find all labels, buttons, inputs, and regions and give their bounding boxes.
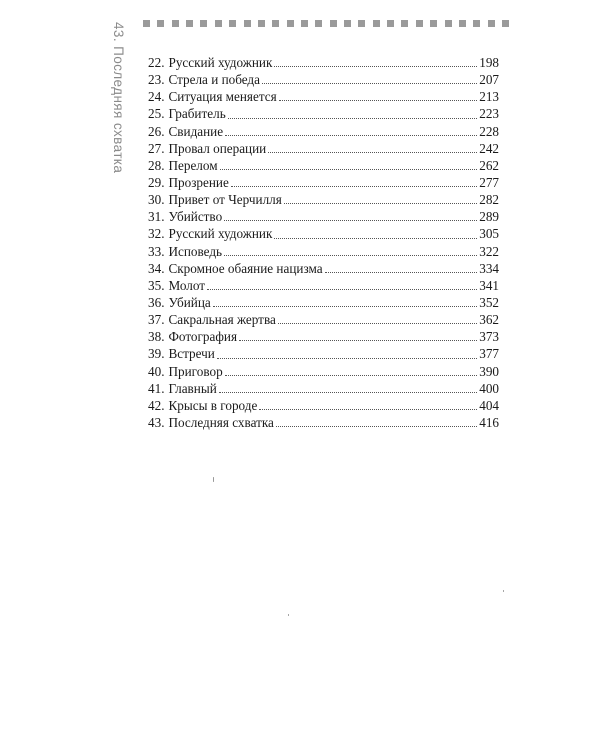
- chapter-number: 31.: [148, 209, 165, 225]
- chapter-title: Привет от Черчилля: [168, 192, 282, 208]
- chapter-number: 29.: [148, 174, 165, 190]
- page-number: 198: [479, 55, 499, 70]
- page-number: 390: [479, 363, 499, 379]
- page-number: 362: [479, 312, 499, 328]
- chapter-title: Русский художник: [168, 55, 273, 70]
- toc-entry[interactable]: [148, 311, 499, 328]
- dot-leader: [274, 238, 477, 239]
- dot-leader: [262, 83, 477, 84]
- dot-leader: [225, 135, 477, 136]
- chapter-title: Стрела и победа: [168, 72, 260, 88]
- chapter-title: Исповедь: [168, 243, 223, 259]
- dot-leader: [217, 358, 477, 359]
- chapter-number: 33.: [148, 243, 165, 259]
- chapter-title: Сакральная жертва: [168, 312, 276, 328]
- toc-entry[interactable]: [148, 105, 499, 122]
- page-number: 377: [479, 346, 499, 362]
- decorative-square: [172, 20, 179, 27]
- chapter-title: Приговор: [168, 363, 223, 379]
- chapter-title: Провал операции: [168, 140, 267, 156]
- header-square-row: [143, 20, 509, 28]
- decorative-square: [330, 20, 337, 27]
- toc-entry[interactable]: [148, 294, 499, 311]
- decorative-square: [244, 20, 251, 27]
- toc-entry[interactable]: [148, 243, 499, 260]
- scan-speck: [503, 590, 504, 592]
- decorative-square: [200, 20, 207, 27]
- page-number: 277: [479, 174, 499, 190]
- chapter-number: 32.: [148, 226, 165, 242]
- dot-leader: [278, 323, 477, 324]
- page-number: 262: [479, 157, 499, 173]
- dot-leader: [239, 340, 477, 341]
- chapter-number: 23.: [148, 72, 165, 88]
- page-number: 228: [479, 123, 499, 139]
- toc-entry[interactable]: [148, 208, 499, 225]
- page-number: 322: [479, 243, 499, 259]
- decorative-square: [315, 20, 322, 27]
- page-number: 416: [479, 414, 499, 430]
- chapter-number: 30.: [148, 192, 165, 208]
- chapter-title: Перелом: [168, 157, 218, 173]
- chapter-title: Встречи: [168, 346, 215, 362]
- decorative-square: [258, 20, 265, 27]
- chapter-number: 24.: [148, 89, 165, 105]
- page-number: 282: [479, 192, 499, 208]
- decorative-square: [358, 20, 365, 27]
- decorative-square: [430, 20, 437, 27]
- toc-entry[interactable]: [148, 363, 499, 380]
- chapter-number: 42.: [148, 397, 165, 413]
- toc-entry[interactable]: [148, 174, 499, 191]
- toc-entry[interactable]: [148, 414, 499, 431]
- chapter-title: Фотография: [168, 329, 238, 345]
- dot-leader: [207, 289, 477, 290]
- decorative-square: [344, 20, 351, 27]
- table-of-contents: [148, 54, 499, 431]
- decorative-square: [488, 20, 495, 27]
- toc-entry[interactable]: [148, 277, 499, 294]
- page-number: 223: [479, 106, 499, 122]
- toc-entry[interactable]: [148, 397, 499, 414]
- chapter-title: Крысы в городе: [168, 397, 258, 413]
- dot-leader: [268, 152, 477, 153]
- decorative-square: [287, 20, 294, 27]
- chapter-number: 36.: [148, 294, 165, 310]
- chapter-number: 35.: [148, 277, 165, 293]
- page-number: 341: [479, 277, 499, 293]
- chapter-title: Свидание: [168, 123, 224, 139]
- dot-leader: [220, 169, 478, 170]
- page-number: 352: [479, 294, 499, 310]
- dot-leader: [284, 203, 477, 204]
- chapter-number: 34.: [148, 260, 165, 276]
- toc-entry[interactable]: [148, 71, 499, 88]
- dot-leader: [259, 409, 477, 410]
- dot-leader: [228, 118, 478, 119]
- chapter-title: Молот: [168, 277, 206, 293]
- page-number: 334: [479, 260, 499, 276]
- chapter-title: Главный: [168, 380, 217, 396]
- dot-leader: [325, 272, 478, 273]
- decorative-square: [445, 20, 452, 27]
- page-number: 400: [479, 380, 499, 396]
- chapter-number: 26.: [148, 123, 165, 139]
- chapter-title: Убийца: [168, 294, 211, 310]
- toc-entry[interactable]: [148, 225, 499, 242]
- chapter-title: Ситуация меняется: [168, 89, 277, 105]
- chapter-number: 37.: [148, 312, 165, 328]
- toc-entry[interactable]: [148, 157, 499, 174]
- scan-speck: [213, 477, 214, 482]
- decorative-square: [502, 20, 509, 27]
- dot-leader: [274, 66, 477, 67]
- chapter-title: Грабитель: [168, 106, 226, 122]
- toc-entry[interactable]: [148, 328, 499, 345]
- page-number: 404: [479, 397, 499, 413]
- decorative-square: [473, 20, 480, 27]
- decorative-square: [143, 20, 150, 27]
- chapter-number: 28.: [148, 157, 165, 173]
- page-number: 305: [479, 226, 499, 242]
- page-number: 289: [479, 209, 499, 225]
- toc-entry[interactable]: [148, 140, 499, 157]
- decorative-square: [215, 20, 222, 27]
- chapter-title: Скромное обаяние нацизма: [168, 260, 323, 276]
- dot-leader: [279, 100, 478, 101]
- page-number: 207: [479, 72, 499, 88]
- chapter-title: Русский художник: [168, 226, 273, 242]
- decorative-square: [373, 20, 380, 27]
- chapter-number: 41.: [148, 380, 165, 396]
- toc-entry[interactable]: [148, 123, 499, 140]
- running-title: 43. Последняя схватка: [111, 22, 126, 174]
- decorative-square: [157, 20, 164, 27]
- chapter-title: Последняя схватка: [168, 414, 274, 430]
- chapter-number: 22.: [148, 55, 165, 70]
- dot-leader: [224, 220, 477, 221]
- chapter-number: 43.: [148, 414, 165, 430]
- toc-entry[interactable]: [148, 345, 499, 362]
- decorative-square: [301, 20, 308, 27]
- toc-entry[interactable]: [148, 191, 499, 208]
- dot-leader: [231, 186, 477, 187]
- decorative-square: [401, 20, 408, 27]
- toc-entry[interactable]: [148, 88, 499, 105]
- page-number: 242: [479, 140, 499, 156]
- decorative-square: [387, 20, 394, 27]
- dot-leader: [213, 306, 477, 307]
- decorative-square: [416, 20, 423, 27]
- chapter-number: 39.: [148, 346, 165, 362]
- toc-entry[interactable]: [148, 380, 499, 397]
- dot-leader: [225, 375, 478, 376]
- decorative-square: [459, 20, 466, 27]
- decorative-square: [272, 20, 279, 27]
- toc-entry[interactable]: [148, 260, 499, 277]
- decorative-square: [186, 20, 193, 27]
- scan-speck: [288, 614, 289, 616]
- dot-leader: [224, 255, 477, 256]
- page-number: 373: [479, 329, 499, 345]
- chapter-title: Убийство: [168, 209, 223, 225]
- dot-leader: [219, 392, 477, 393]
- chapter-number: 27.: [148, 140, 165, 156]
- chapter-number: 25.: [148, 106, 165, 122]
- chapter-number: 40.: [148, 363, 165, 379]
- decorative-square: [229, 20, 236, 27]
- dot-leader: [276, 426, 477, 427]
- chapter-title: Прозрение: [168, 174, 229, 190]
- toc-entry[interactable]: [148, 54, 499, 71]
- page-number: 213: [479, 89, 499, 105]
- chapter-number: 38.: [148, 329, 165, 345]
